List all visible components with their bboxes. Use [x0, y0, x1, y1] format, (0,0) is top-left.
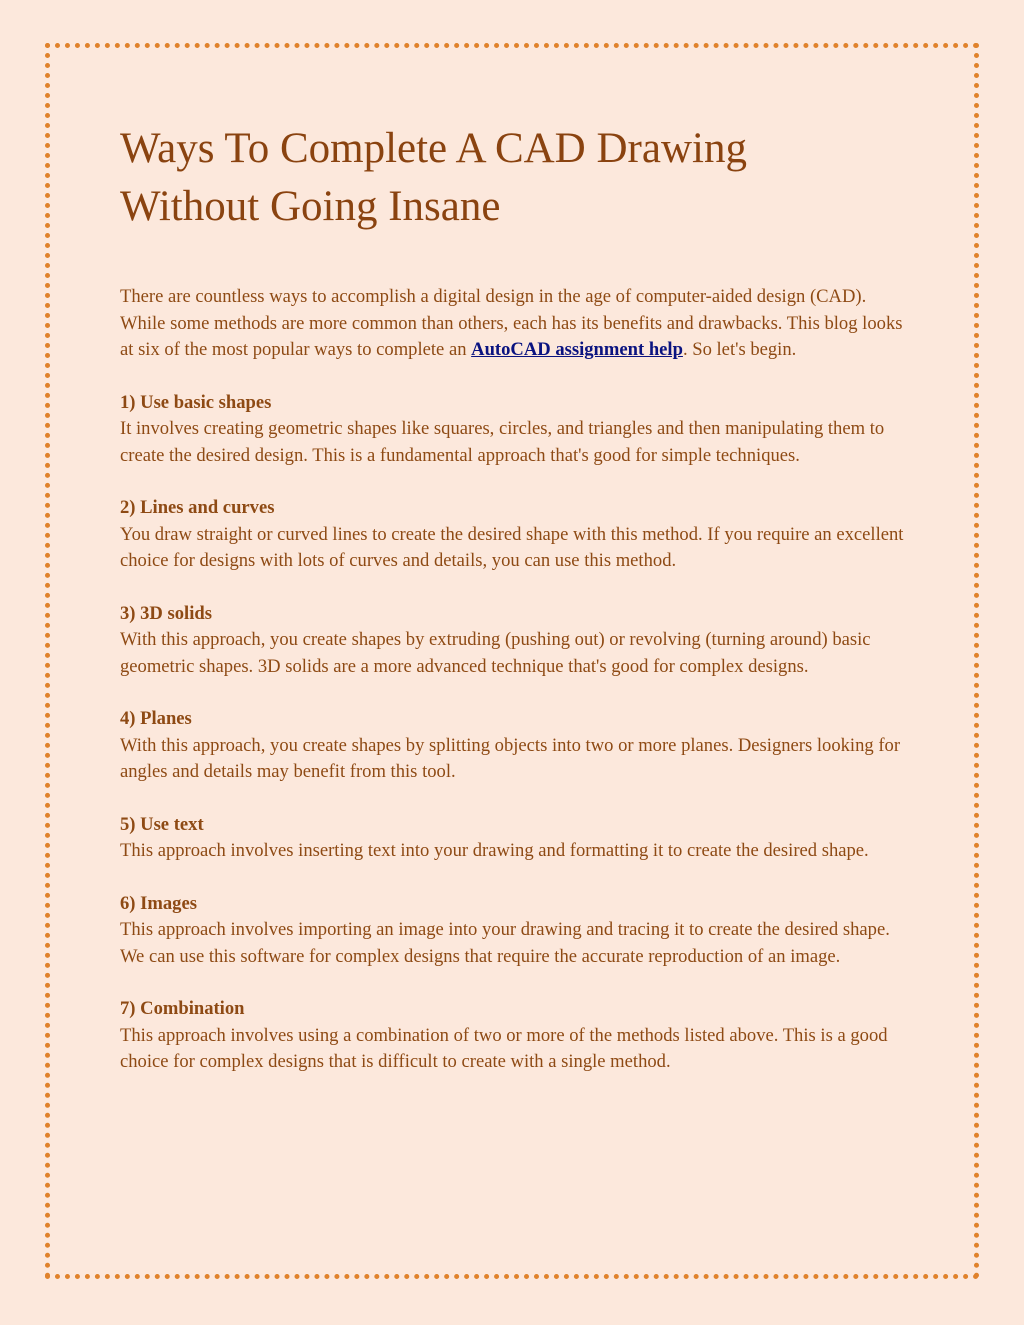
- section-lines-and-curves: [120, 495, 910, 575]
- intro-paragraph: [120, 284, 910, 364]
- section-heading: 3) 3D solids: [120, 602, 212, 624]
- title-line-1: Ways To Complete A CAD Drawing: [120, 125, 747, 172]
- section-heading: 5) Use text: [120, 813, 204, 835]
- title-line-2: Without Going Insane: [120, 183, 501, 230]
- section-heading: 2) Lines and curves: [120, 497, 275, 518]
- intro-text: There are countless ways to accomplish a digital design in the age of computer-aided design (CAD). While some methods are more common than others, each has its benefits and drawbacks. This blog looks at six of the most popular ways to complete an: [120, 286, 903, 360]
- section-body: With this approach, you create shapes by extruding (pushing out) or revolving (turning around) basic geometric shapes. 3D solids are a more advanced technique that's good for complex designs.: [120, 629, 871, 677]
- document-content: [120, 120, 910, 1076]
- section-body: This approach involves using a combination of two or more of the methods listed above. This is a good choice for complex designs that is difficult to create with a single method.: [120, 1024, 888, 1072]
- section-heading: 4) Planes: [120, 708, 192, 729]
- section-body: It involves creating geometric shapes like squares, circles, and triangles and then manipulating them to create the desired design. This is a fundamental approach that's good for simple techniques.: [120, 418, 885, 466]
- section-planes: [120, 706, 910, 786]
- section-body: This approach involves importing an image into your drawing and tracing it to create the desired shape. We can use this software for complex designs that require the accurate reproduction of an image.: [120, 919, 890, 967]
- section-3d-solids: [120, 601, 910, 681]
- section-combination: [120, 996, 910, 1076]
- section-body: You draw straight or curved lines to create the desired shape with this method. If you require an excellent choice for designs with lots of curves and details, you can use this method.: [120, 523, 904, 571]
- section-heading: 6) Images: [120, 892, 197, 914]
- section-body: With this approach, you create shapes by splitting objects into two or more planes. Designers looking for angles and details may benefit from this tool.: [120, 734, 901, 782]
- page-title: [120, 120, 910, 236]
- section-heading: 1) Use basic shapes: [120, 391, 272, 413]
- autocad-assignment-help-link[interactable]: AutoCAD assignment help: [471, 339, 683, 360]
- section-body: This approach involves inserting text into your drawing and formatting it to create the desired shape.: [120, 840, 869, 861]
- section-heading: 7) Combination: [120, 998, 245, 1019]
- intro-text-end: . So let's begin.: [682, 339, 797, 360]
- section-basic-shapes: [120, 390, 910, 470]
- section-images: [120, 891, 910, 971]
- section-use-text: [120, 812, 910, 865]
